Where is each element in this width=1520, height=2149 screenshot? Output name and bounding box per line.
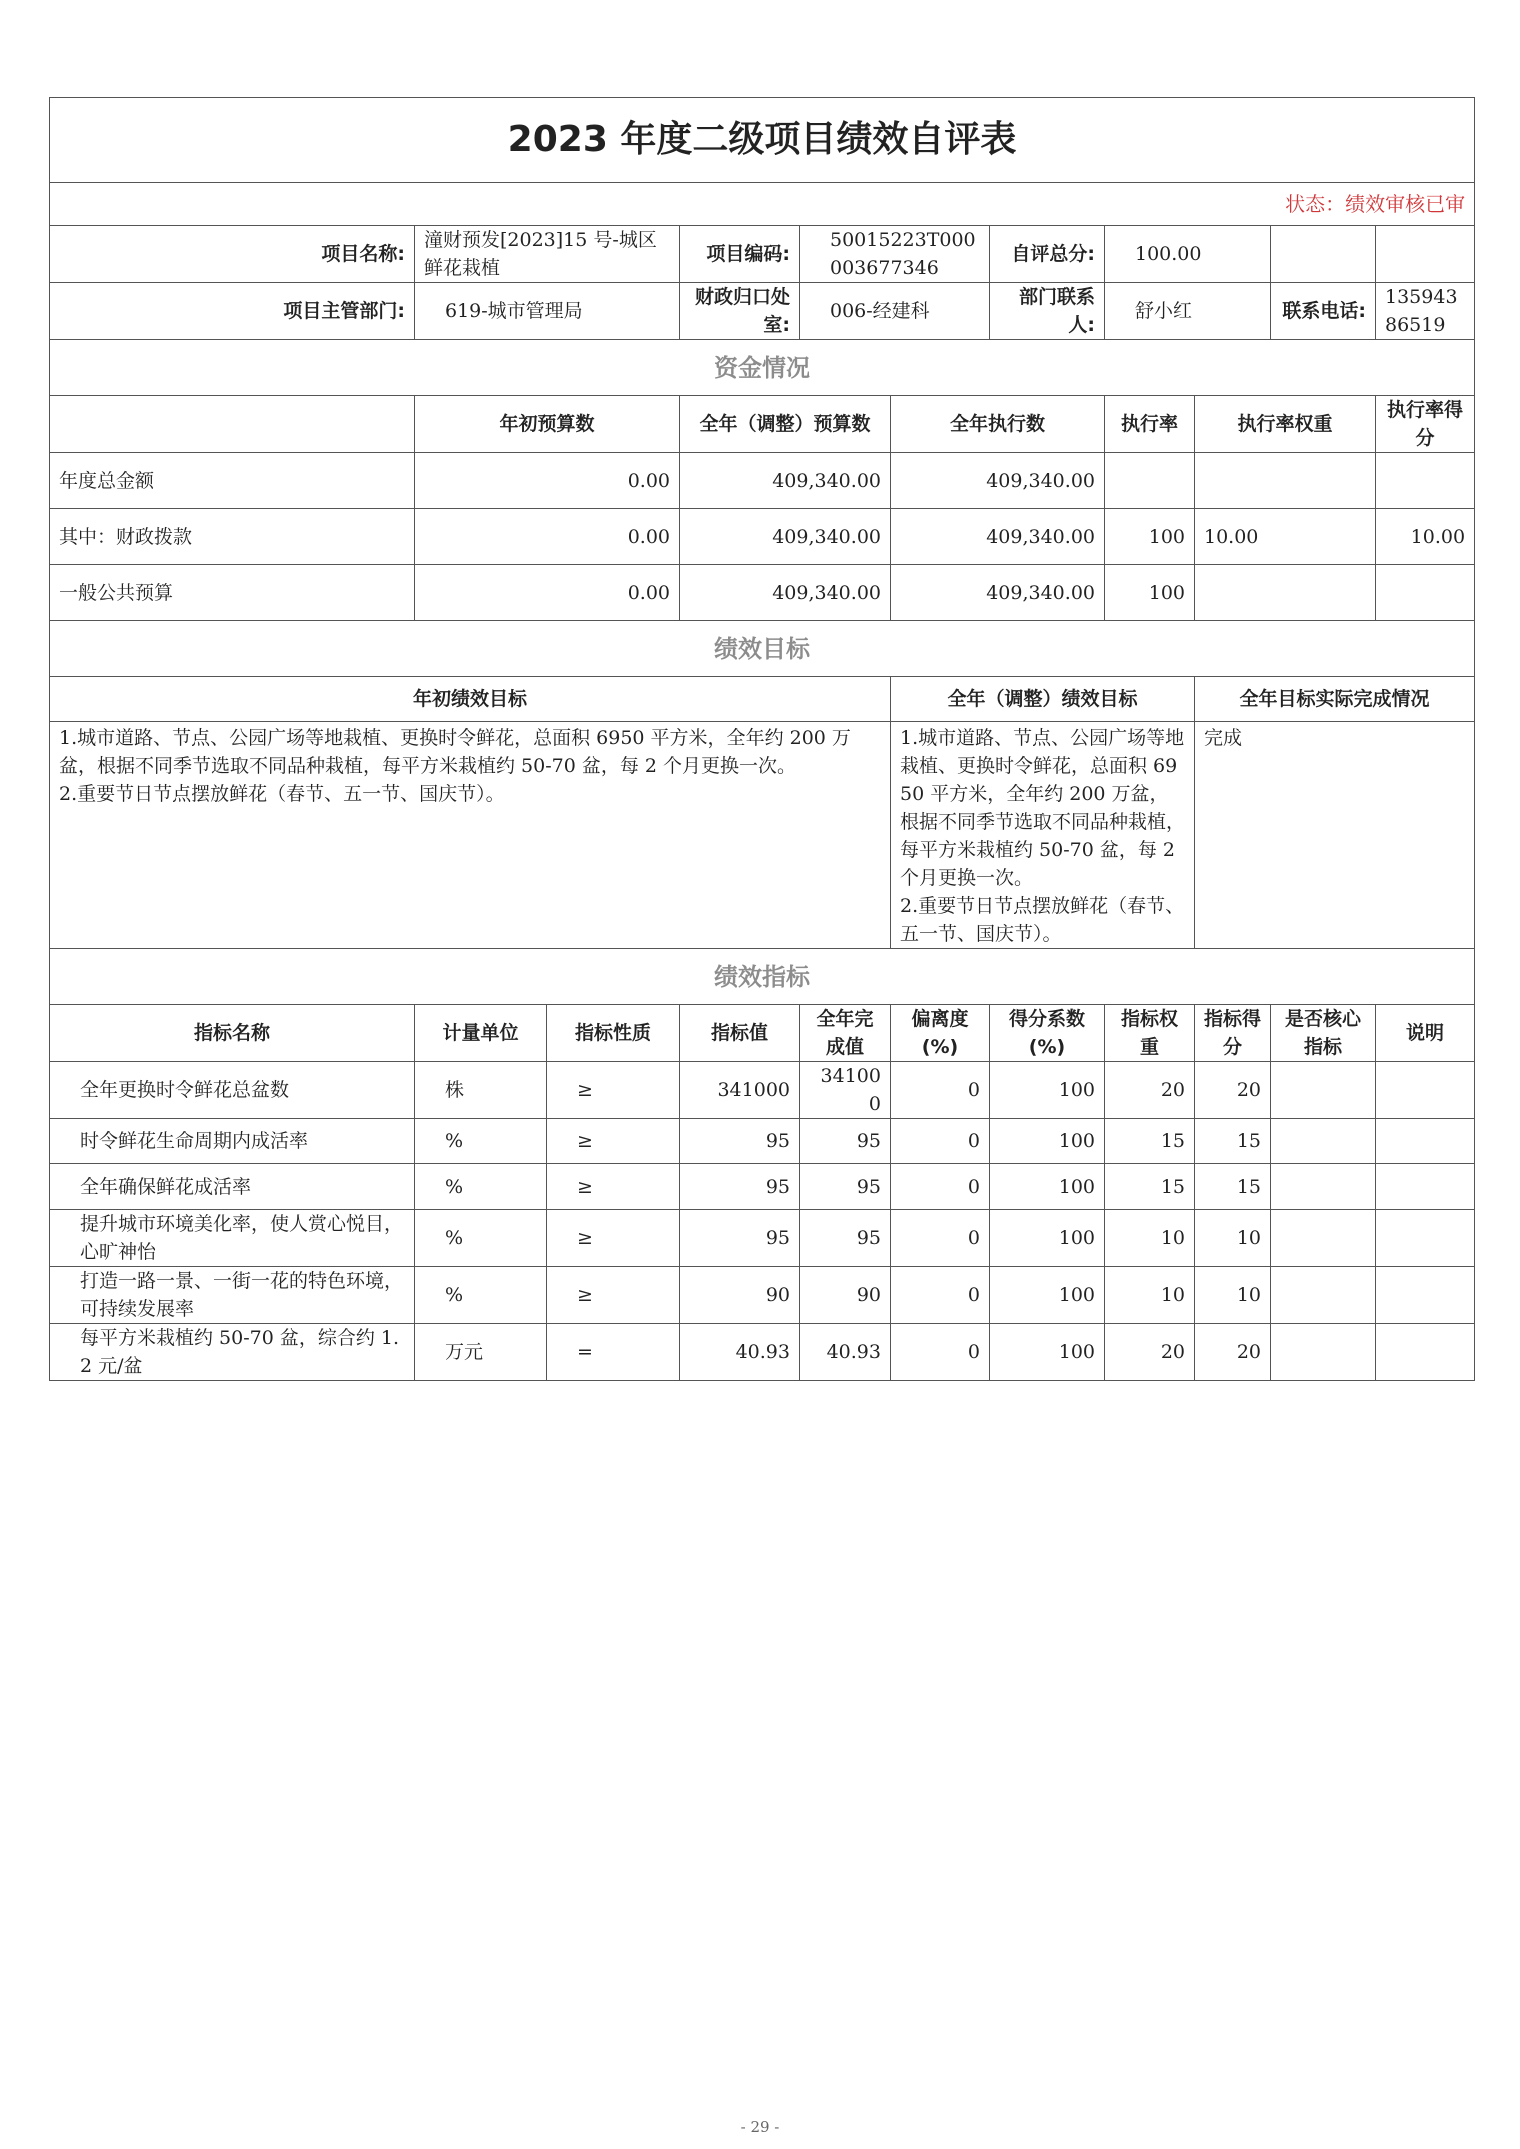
funds-header: 年初预算数	[415, 396, 680, 453]
department-row	[50, 283, 1475, 340]
indicator-name: 全年更换时令鲜花总盆数	[50, 1062, 415, 1119]
indicator-score: 15	[1195, 1119, 1271, 1164]
indicator-row	[50, 1210, 1475, 1267]
project-code: 50015223T000003677346	[800, 226, 990, 283]
funds-executed: 409,340.00	[891, 453, 1105, 509]
indicator-nature: ≥	[547, 1062, 680, 1119]
finance-office: 006-经建科	[800, 283, 990, 340]
project-code-label: 项目编码:	[680, 226, 800, 283]
status-badge: 状态：绩效审核已审	[50, 183, 1475, 226]
funds-executed: 409,340.00	[891, 565, 1105, 621]
funds-score	[1376, 565, 1475, 621]
indicator-coefficient: 100	[990, 1267, 1105, 1324]
indicator-unit: %	[415, 1164, 547, 1210]
indicator-header: 说明	[1376, 1005, 1475, 1062]
indicator-target: 95	[680, 1164, 800, 1210]
funds-weight	[1195, 565, 1376, 621]
indicator-header: 计量单位	[415, 1005, 547, 1062]
funds-rate	[1105, 453, 1195, 509]
funds-row	[50, 509, 1475, 565]
indicator-deviation: 0	[891, 1062, 990, 1119]
phone-label: 联系电话:	[1271, 283, 1376, 340]
funds-header-row	[50, 396, 1475, 453]
indicator-row	[50, 1324, 1475, 1381]
goals-row	[50, 722, 1475, 949]
goals-header-row	[50, 677, 1475, 722]
funds-adjusted: 409,340.00	[680, 565, 891, 621]
indicator-actual: 95	[800, 1119, 891, 1164]
indicator-name: 时令鲜花生命周期内成活率	[50, 1119, 415, 1164]
indicator-core	[1271, 1062, 1376, 1119]
page-number: - 29 -	[740, 2118, 780, 2136]
funds-initial: 0.00	[415, 565, 680, 621]
indicator-deviation: 0	[891, 1324, 990, 1381]
indicator-score: 10	[1195, 1210, 1271, 1267]
blank-cell	[1376, 226, 1475, 283]
indicator-target: 341000	[680, 1062, 800, 1119]
indicator-row	[50, 1062, 1475, 1119]
indicator-nature: ≥	[547, 1119, 680, 1164]
indicator-nature: ≥	[547, 1267, 680, 1324]
initial-goal-item: 2.重要节日节点摆放鲜花（春节、五一节、国庆节）。	[59, 783, 505, 805]
project-name: 潼财预发[2023]15 号-城区鲜花栽植	[415, 226, 680, 283]
evaluation-table	[49, 97, 1475, 1381]
funds-header: 执行率得分	[1376, 396, 1475, 453]
indicator-name: 全年确保鲜花成活率	[50, 1164, 415, 1210]
indicator-coefficient: 100	[990, 1324, 1105, 1381]
indicator-row	[50, 1119, 1475, 1164]
funds-initial: 0.00	[415, 453, 680, 509]
funds-header: 全年（调整）预算数	[680, 396, 891, 453]
indicator-actual: 95	[800, 1210, 891, 1267]
indicators-section-title: 绩效指标	[50, 949, 1475, 1005]
blank-cell	[1271, 226, 1376, 283]
indicator-note	[1376, 1164, 1475, 1210]
indicator-target: 95	[680, 1119, 800, 1164]
indicator-core	[1271, 1119, 1376, 1164]
indicator-core	[1271, 1324, 1376, 1381]
indicator-weight: 10	[1105, 1210, 1195, 1267]
indicator-header: 是否核心指标	[1271, 1005, 1376, 1062]
funds-row-name: 其中：财政拨款	[50, 509, 415, 565]
project-info-row	[50, 226, 1475, 283]
indicator-unit: %	[415, 1210, 547, 1267]
funds-rate: 100	[1105, 565, 1195, 621]
indicator-unit: 株	[415, 1062, 547, 1119]
indicator-unit: 万元	[415, 1324, 547, 1381]
goals-section-title: 绩效目标	[50, 621, 1475, 677]
indicator-core	[1271, 1210, 1376, 1267]
indicator-actual: 341000	[800, 1062, 891, 1119]
adjusted-goal-item: 2.重要节日节点摆放鲜花（春节、五一节、国庆节）。	[900, 895, 1185, 945]
funds-row	[50, 453, 1475, 509]
evaluation-sheet	[49, 97, 1474, 1381]
dept: 619-城市管理局	[415, 283, 680, 340]
funds-adjusted: 409,340.00	[680, 509, 891, 565]
indicator-actual: 40.93	[800, 1324, 891, 1381]
indicator-score: 15	[1195, 1164, 1271, 1210]
contact-person: 舒小红	[1105, 283, 1271, 340]
indicator-name: 打造一路一景、一街一花的特色环境，可持续发展率	[50, 1267, 415, 1324]
indicator-note	[1376, 1267, 1475, 1324]
actual-completion: 完成	[1195, 722, 1475, 949]
initial-goals	[50, 722, 891, 949]
funds-weight: 10.00	[1195, 509, 1376, 565]
indicator-nature: =	[547, 1324, 680, 1381]
indicator-score: 10	[1195, 1267, 1271, 1324]
indicator-name: 每平方米栽植约 50-70 盆，综合约 1.2 元/盆	[50, 1324, 415, 1381]
funds-row-name: 年度总金额	[50, 453, 415, 509]
indicator-coefficient: 100	[990, 1164, 1105, 1210]
indicator-deviation: 0	[891, 1164, 990, 1210]
funds-row-name: 一般公共预算	[50, 565, 415, 621]
indicator-weight: 15	[1105, 1164, 1195, 1210]
indicator-score: 20	[1195, 1062, 1271, 1119]
indicator-header: 指标名称	[50, 1005, 415, 1062]
indicator-coefficient: 100	[990, 1210, 1105, 1267]
indicator-coefficient: 100	[990, 1119, 1105, 1164]
adjusted-goals	[891, 722, 1195, 949]
funds-weight	[1195, 453, 1376, 509]
funds-header: 执行率	[1105, 396, 1195, 453]
goals-header: 全年目标实际完成情况	[1195, 677, 1475, 722]
self-score: 100.00	[1105, 226, 1271, 283]
page-title: 2023 年度二级项目绩效自评表	[50, 98, 1475, 183]
indicator-score: 20	[1195, 1324, 1271, 1381]
indicator-weight: 20	[1105, 1062, 1195, 1119]
indicator-note	[1376, 1324, 1475, 1381]
indicator-note	[1376, 1119, 1475, 1164]
indicator-name: 提升城市环境美化率，使人赏心悦目，心旷神怡	[50, 1210, 415, 1267]
indicator-actual: 90	[800, 1267, 891, 1324]
indicator-target: 95	[680, 1210, 800, 1267]
indicator-deviation: 0	[891, 1119, 990, 1164]
indicator-nature: ≥	[547, 1210, 680, 1267]
indicator-nature: ≥	[547, 1164, 680, 1210]
indicator-header: 指标得分	[1195, 1005, 1271, 1062]
dept-label: 项目主管部门:	[50, 283, 415, 340]
funds-header: 执行率权重	[1195, 396, 1376, 453]
adjusted-goal-item: 1.城市道路、节点、公园广场等地栽植、更换时令鲜花，总面积 6950 平方米，全年约 200 万盆，根据不同季节选取不同品种栽植，每平方米栽植约 50-70 盆，每 2 个月更换一次。	[900, 727, 1186, 889]
indicator-note	[1376, 1210, 1475, 1267]
indicator-deviation: 0	[891, 1267, 990, 1324]
indicator-weight: 10	[1105, 1267, 1195, 1324]
indicator-unit: %	[415, 1267, 547, 1324]
indicator-weight: 15	[1105, 1119, 1195, 1164]
indicator-target: 40.93	[680, 1324, 800, 1381]
indicator-actual: 95	[800, 1164, 891, 1210]
funds-score	[1376, 453, 1475, 509]
indicator-core	[1271, 1164, 1376, 1210]
project-name-label: 项目名称:	[50, 226, 415, 283]
initial-goal-item: 1.城市道路、节点、公园广场等地栽植、更换时令鲜花，总面积 6950 平方米，全年约 200 万盆，根据不同季节选取不同品种栽植，每平方米栽植约 50-70 盆，每 2 个月更换一次。	[59, 727, 851, 777]
funds-executed: 409,340.00	[891, 509, 1105, 565]
funds-score: 10.00	[1376, 509, 1475, 565]
indicator-header: 全年完成值	[800, 1005, 891, 1062]
indicator-header: 偏离度(%)	[891, 1005, 990, 1062]
funds-rate: 100	[1105, 509, 1195, 565]
indicator-weight: 20	[1105, 1324, 1195, 1381]
funds-header: 全年执行数	[891, 396, 1105, 453]
funds-header-blank	[50, 396, 415, 453]
indicator-note	[1376, 1062, 1475, 1119]
indicator-header: 得分系数(%)	[990, 1005, 1105, 1062]
indicator-core	[1271, 1267, 1376, 1324]
finance-office-label: 财政归口处室:	[680, 283, 800, 340]
funds-initial: 0.00	[415, 509, 680, 565]
phone-number: 13594386519	[1376, 283, 1475, 340]
indicator-row	[50, 1267, 1475, 1324]
goals-header: 全年（调整）绩效目标	[891, 677, 1195, 722]
funds-row	[50, 565, 1475, 621]
funds-section-title: 资金情况	[50, 340, 1475, 396]
indicator-header: 指标性质	[547, 1005, 680, 1062]
indicator-row	[50, 1164, 1475, 1210]
indicator-header: 指标值	[680, 1005, 800, 1062]
indicator-unit: %	[415, 1119, 547, 1164]
indicator-target: 90	[680, 1267, 800, 1324]
funds-adjusted: 409,340.00	[680, 453, 891, 509]
indicator-header: 指标权重	[1105, 1005, 1195, 1062]
self-score-label: 自评总分:	[990, 226, 1105, 283]
contact-label: 部门联系人:	[990, 283, 1105, 340]
goals-header: 年初绩效目标	[50, 677, 891, 722]
indicators-header-row	[50, 1005, 1475, 1062]
indicator-deviation: 0	[891, 1210, 990, 1267]
indicator-coefficient: 100	[990, 1062, 1105, 1119]
